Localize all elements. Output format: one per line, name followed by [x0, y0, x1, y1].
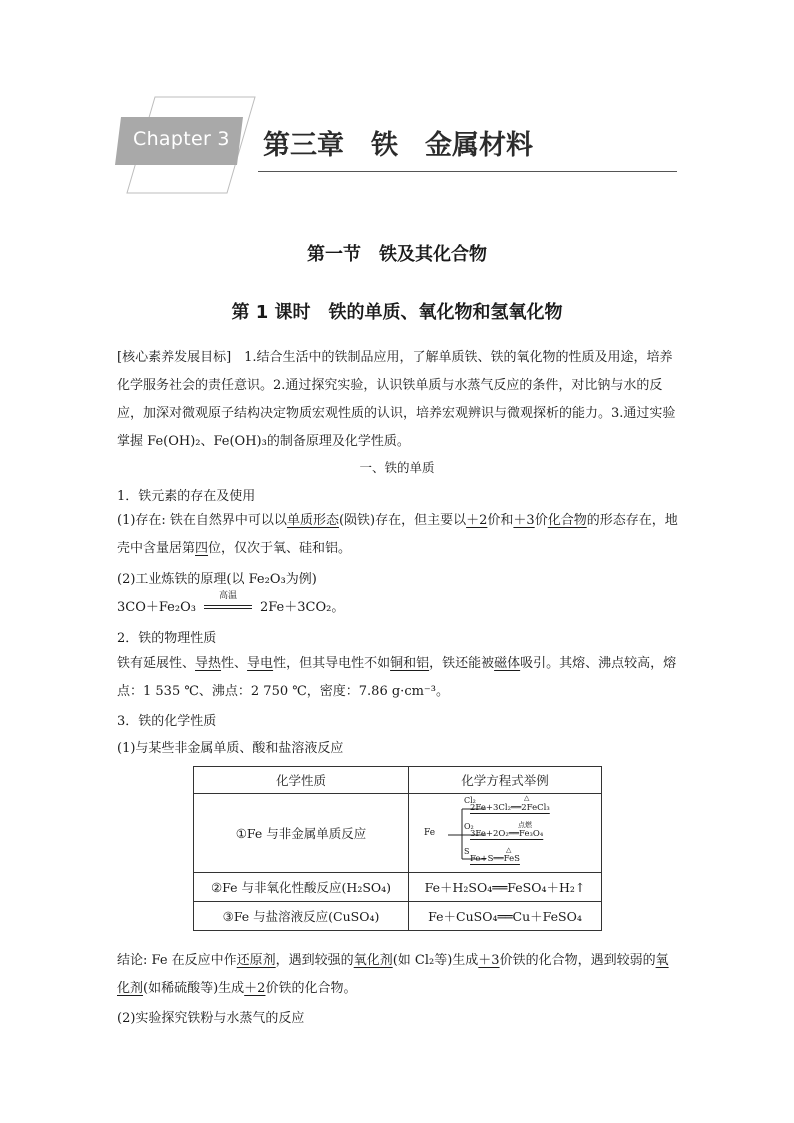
lesson-title: 第 1 课时 铁的单质、氧化物和氢氧化物: [231, 302, 563, 323]
table-header-row: [194, 767, 602, 794]
s3-subheading-2: (2)实验探究铁粉与水蒸气的反应: [117, 1011, 305, 1026]
equation-right: 2Fe＋3CO₂。: [259, 600, 345, 615]
blank-answer: 四: [195, 541, 209, 556]
chapter-title: 第三章 铁 金属材料: [263, 130, 533, 161]
reaction-condition: [202, 590, 254, 618]
blank-answer: ＋2: [244, 981, 266, 996]
text-run: 性、: [221, 656, 248, 671]
text-run: (陨铁)存在，但主要以: [338, 513, 467, 528]
blank-answer: ＋2: [466, 513, 488, 528]
text-run: (如稀硫酸等)生成: [143, 981, 245, 996]
s1-heading: 1．铁元素的存在及使用: [117, 489, 256, 504]
table-cell: [409, 794, 602, 873]
text-run: (如 Cl₂等)生成: [392, 953, 479, 968]
text-run: (1)存在: 铁在自然界中可以以: [117, 513, 287, 528]
text-run: 价铁的化合物。: [265, 981, 357, 996]
table-row: [194, 873, 602, 902]
s3-subheading-1: (1)与某些非金属单质、酸和盐溶液反应: [117, 741, 344, 756]
goals-tag: [核心素养发展目标]: [117, 350, 232, 365]
table-cell: ①Fe 与非金属单质反应: [194, 794, 409, 873]
table-row: [194, 794, 602, 873]
reaction-equation: Fe+S══FeS: [470, 854, 520, 864]
condition-text: 高温: [218, 590, 237, 601]
blank-answer: 磁体: [494, 656, 521, 671]
section-title: 第一节 铁及其化合物: [307, 244, 487, 265]
s2-physical-paragraph: [117, 650, 679, 706]
blank-answer: ＋3: [478, 953, 500, 968]
blank-answer: 还原剂: [236, 953, 276, 968]
s1-smelting-heading: (2)工业炼铁的原理(以 Fe₂O₃为例): [117, 572, 317, 587]
reaction-equation: 2Fe+3Cl₂══2FeCl₃: [470, 803, 550, 813]
text-run: ，铁还能被: [429, 656, 495, 671]
s3-conclusion-paragraph: [117, 947, 679, 1003]
blank-answer: 铜和铝: [390, 656, 430, 671]
blank-answer: 氧化剂: [353, 953, 393, 968]
blank-answer: 导热: [195, 656, 222, 671]
text-run: ，遇到较强的: [275, 953, 354, 968]
goals-text: 1.结合生活中的铁制品应用，了解单质铁、铁的氧化物的性质及用途，培养化学服务社会的责任意识。2.通过探究实验，认识铁单质与水蒸气反应的条件，对比钠与水的反应，加深对微观原子结构决定物质宏观性质的认识，培养宏观辨识与微观探析的能力。3.通过实验掌握 Fe(OH)₂、Fe(OH)₃的制备原理及化学性质。: [117, 350, 676, 449]
chapter-rule: [258, 171, 677, 172]
s3-heading: 3．铁的化学性质: [117, 714, 217, 729]
blank-answer: 氧化剂: [117, 953, 669, 996]
fe-nonmetal-reaction-diagram: [420, 795, 590, 871]
blank-answer: 单质形态: [286, 513, 339, 528]
condition-text: 点燃: [518, 821, 532, 829]
reagent-label: S: [464, 847, 470, 856]
reagent-label: O₂: [464, 822, 474, 831]
chapter-label: Chapter 3: [133, 128, 230, 150]
goals-paragraph: [117, 344, 679, 456]
text-run: 结论: Fe 在反应中作: [117, 953, 237, 968]
table-cell: ②Fe 与非氧化性酸反应(H₂SO₄): [194, 873, 409, 902]
table-header: 化学方程式举例: [409, 767, 602, 794]
blank-answer: 化合物: [547, 513, 587, 528]
chapter-header: [115, 95, 677, 195]
reagent-label: Cl₂: [464, 796, 476, 805]
text-run: 的形态存在，地壳中含量居第: [117, 513, 678, 556]
table-cell: Fe＋H₂SO₄══FeSO₄＋H₂↑: [409, 873, 602, 902]
s1-existence-paragraph: [117, 507, 679, 563]
table-header: 化学性质: [194, 767, 409, 794]
reaction-equation: 3Fe+2O₂══Fe₃O₄: [470, 829, 544, 839]
table-row: [194, 902, 602, 931]
text-run: 吸引。其熔、沸点较高，熔点：1 535 ℃、沸点：2 750 ℃，密度：7.86 g·cm⁻³。: [117, 656, 677, 699]
condition-text: △: [506, 846, 512, 854]
text-run: 价铁的化合物，遇到较弱的: [499, 953, 656, 968]
fe-label: Fe: [424, 828, 436, 838]
table-cell: Fe＋CuSO₄══Cu＋FeSO₄: [409, 902, 602, 931]
text-run: 性，但其导电性不如: [273, 656, 391, 671]
text-run: 价和: [487, 513, 514, 528]
text-run: 位，仅次于氧、硅和铝。: [208, 541, 352, 556]
blank-answer: ＋3: [513, 513, 535, 528]
equation-left: 3CO＋Fe₂O₃: [117, 600, 196, 615]
condition-text: △: [524, 794, 530, 802]
text-run: 价: [534, 513, 548, 528]
blank-answer: 导电: [247, 656, 274, 671]
s2-heading: 2．铁的物理性质: [117, 631, 217, 646]
chemical-properties-table: [193, 766, 602, 931]
table-cell: ③Fe 与盐溶液反应(CuSO₄): [194, 902, 409, 931]
text-run: 铁有延展性、: [117, 656, 196, 671]
part1-heading: 一、铁的单质: [359, 460, 435, 475]
smelting-equation: [117, 590, 345, 618]
